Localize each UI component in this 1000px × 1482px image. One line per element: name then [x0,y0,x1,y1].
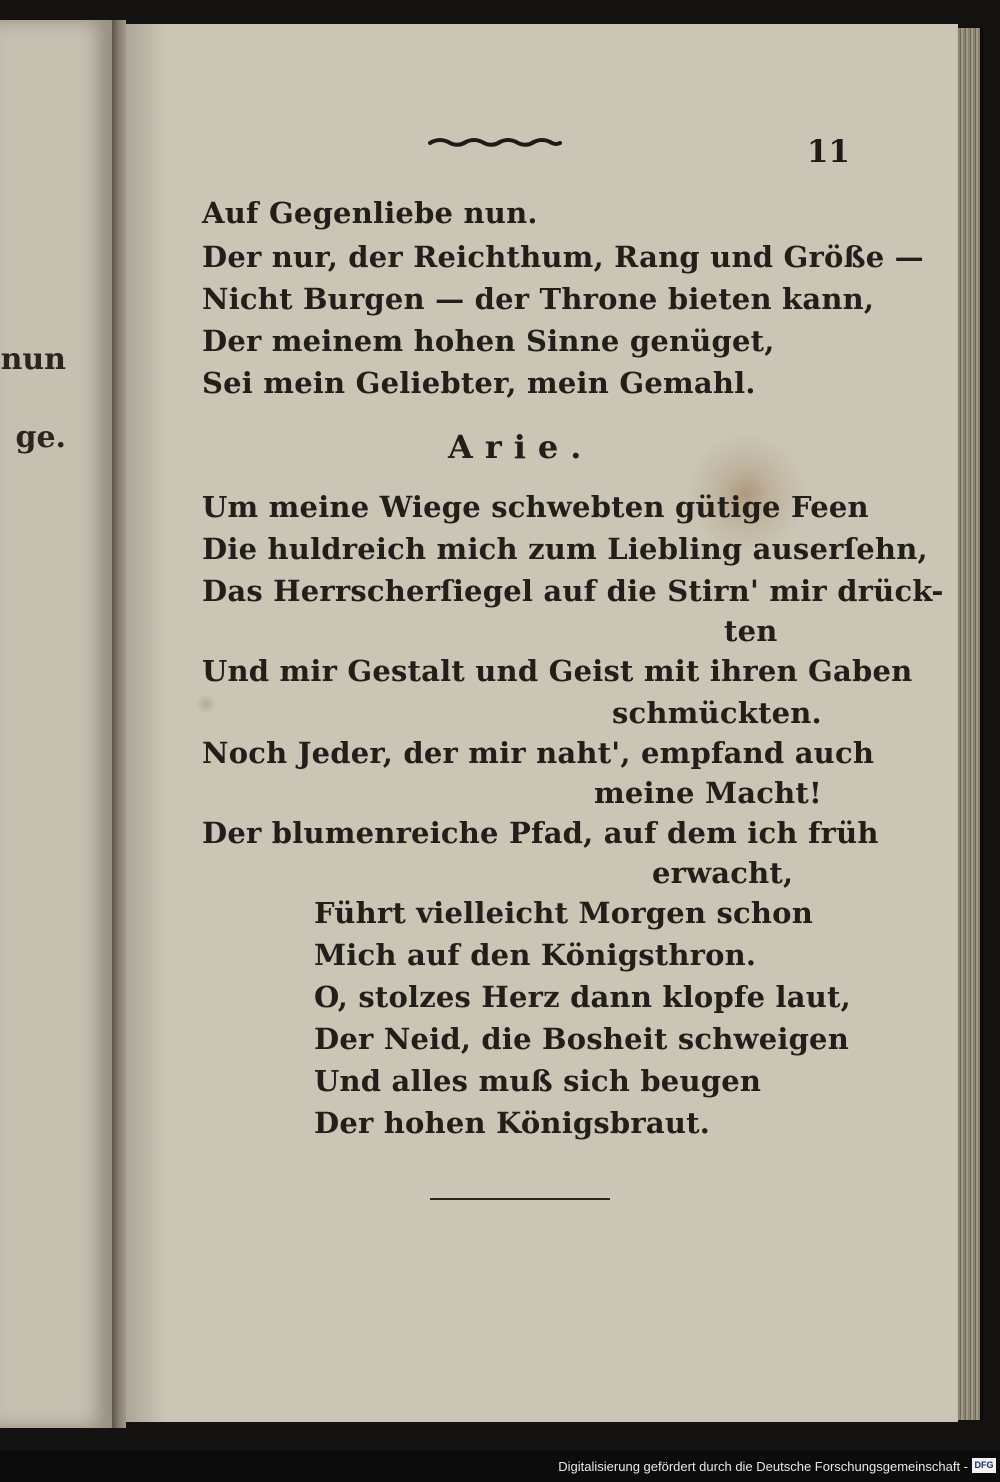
text-line: Führt vielleicht Morgen schon [314,896,813,930]
text-line: Und alles muß sich beugen [314,1064,762,1098]
funding-credit: Digitalisierung gefördert durch die Deutsche Forschungsgemeinschaft - [558,1459,968,1474]
left-page-fragment: nun [0,342,66,377]
text-line: Der nur, der Reichthum, Rang und Größe — [202,240,924,274]
text-line-continuation: schmückten. [612,696,822,730]
page-stack-edges [958,28,980,1420]
text-line: Der Neid, die Bosheit schweigen [314,1022,849,1056]
left-page-fragment: ge. [15,420,66,455]
dfg-logo: DFG [972,1458,996,1473]
text-line: Die huldreich mich zum Liebling auserſehn, [202,532,928,566]
ornament-divider [428,133,562,153]
main-page [126,24,958,1422]
text-line: Auf Gegenliebe nun. [202,196,538,230]
footer-bar [0,1450,1000,1482]
text-line: Das Herrscherſiegel auf die Stirn' mir drück- [202,574,944,608]
text-line: Noch Jeder, der mir naht', empfand auch [202,736,875,770]
text-line: Der meinem hohen Sinne genüget, [202,324,775,358]
left-facing-page [0,20,112,1428]
section-heading: Arie. [448,428,594,466]
page-number: 11 [806,134,850,170]
end-rule [430,1198,610,1200]
text-line-continuation: meine Macht! [594,776,822,810]
text-line: Nicht Burgen — der Throne bieten kann, [202,282,875,316]
text-line: Und mir Gestalt und Geist mit ihren Gaben [202,654,913,688]
text-line-continuation: ten [724,614,778,648]
text-line: Mich auf den Königsthron. [314,938,757,972]
book-gutter [112,20,126,1428]
text-line: Der hohen Königsbraut. [314,1106,711,1140]
text-line: O, stolzes Herz dann klopfe laut, [314,980,851,1014]
text-line: Um meine Wiege schwebten gütige Feen [202,490,869,524]
text-line: Sei mein Geliebter, mein Gemahl. [202,366,756,400]
text-line: Der blumenreiche Pfad, auf dem ich früh [202,816,879,850]
text-line-continuation: erwacht, [652,856,794,890]
